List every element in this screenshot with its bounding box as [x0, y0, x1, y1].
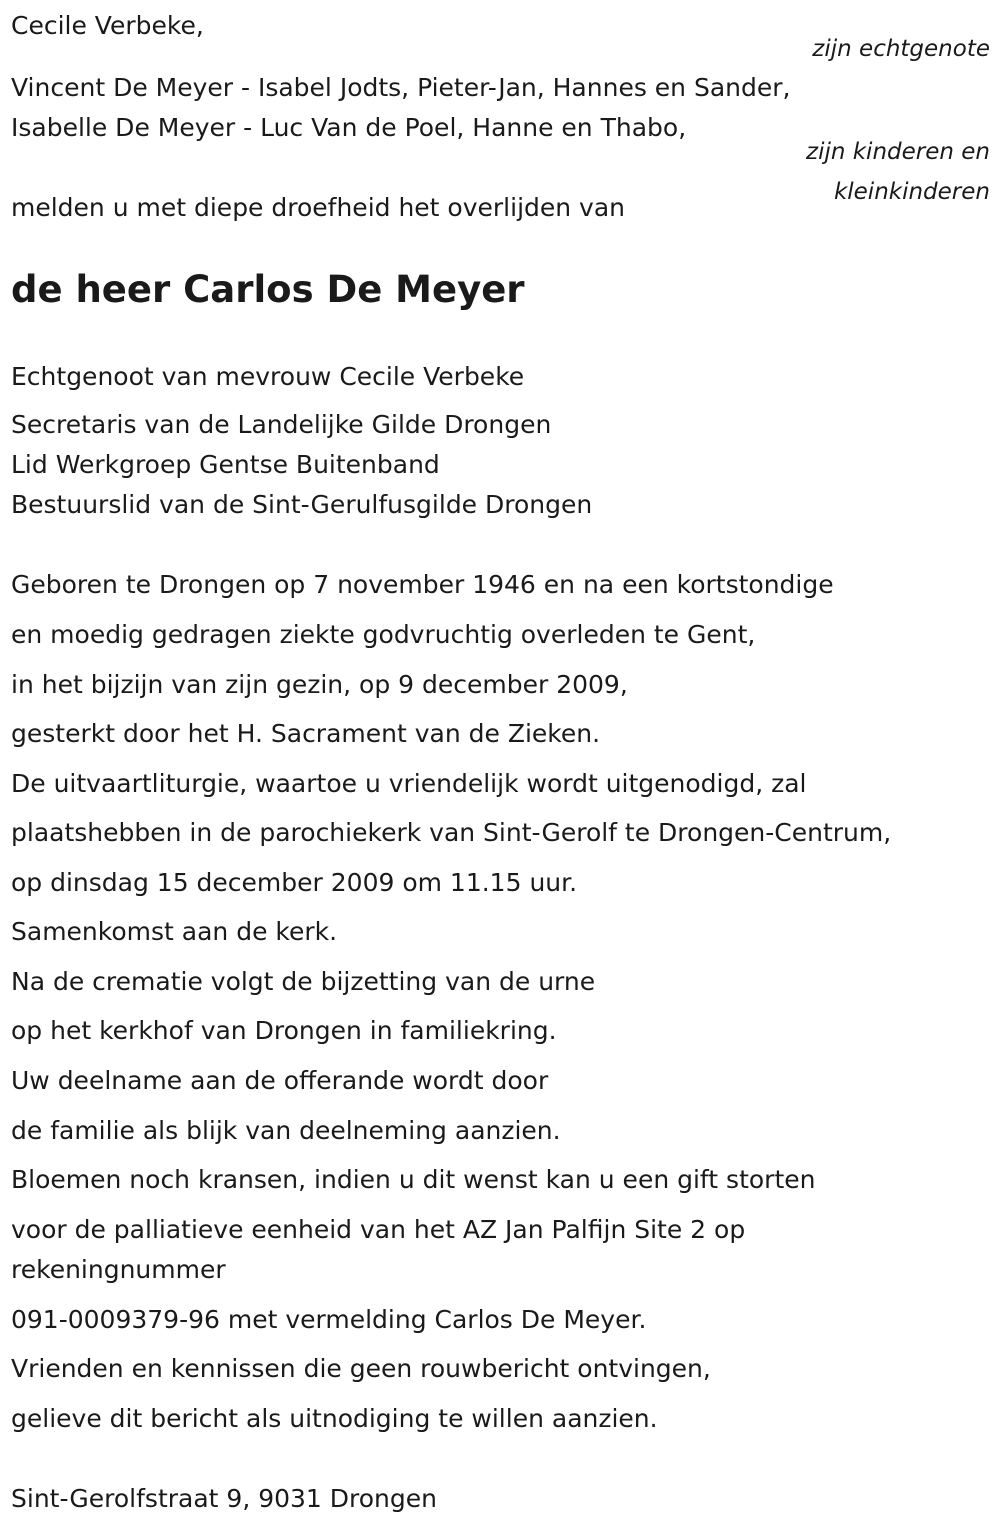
body-line: en moedig gedragen ziekte godvruchtig overleden te Gent, — [11, 620, 756, 649]
body-line: op het kerkhof van Drongen in familiekring. — [11, 1016, 557, 1045]
body-line: 091-0009379-96 met vermelding Carlos De Meyer. — [11, 1305, 647, 1334]
body-line: op dinsdag 15 december 2009 om 11.15 uur. — [11, 868, 578, 897]
spouse-note: zijn echtgenote — [812, 36, 990, 62]
role-line: Echtgenoot van mevrouw Cecile Verbeke — [11, 362, 525, 391]
address-line: Sint-Gerolfstraat 9, 9031 Drongen — [11, 1484, 438, 1513]
body-line: Uw deelname aan de offerande wordt door — [11, 1066, 549, 1095]
announcement-line: melden u met diepe droefheid het overlijden van — [11, 193, 626, 222]
children-note-line-2: kleinkinderen — [833, 179, 990, 205]
body-line: gelieve dit bericht als uitnodiging te willen aanzien. — [11, 1404, 658, 1433]
role-line: Bestuurslid van de Sint-Gerulfusgilde Drongen — [11, 490, 593, 519]
body-line: Vrienden en kennissen die geen rouwbericht ontvingen, — [11, 1354, 711, 1383]
body-line: Geboren te Drongen op 7 november 1946 en na een kortstondige — [11, 570, 834, 599]
body-line: plaatshebben in de parochiekerk van Sint-Gerolf te Drongen-Centrum, — [11, 818, 892, 847]
body-line: rekeningnummer — [11, 1255, 226, 1284]
role-line: Lid Werkgroep Gentse Buitenband — [11, 450, 440, 479]
body-line: in het bijzijn van zijn gezin, op 9 december 2009, — [11, 670, 628, 699]
body-line: Bloemen noch kransen, indien u dit wenst kan u een gift storten — [11, 1165, 816, 1194]
children-line-2: Isabelle De Meyer - Luc Van de Poel, Hanne en Thabo, — [11, 113, 687, 142]
body-line: De uitvaartliturgie, waartoe u vriendelijk wordt uitgenodigd, zal — [11, 769, 807, 798]
body-line: gesterkt door het H. Sacrament van de Zieken. — [11, 719, 601, 748]
children-note-line-1: zijn kinderen en — [806, 139, 990, 165]
body-line: de familie als blijk van deelneming aanzien. — [11, 1116, 561, 1145]
body-line: voor de palliatieve eenheid van het AZ Jan Palfijn Site 2 op — [11, 1215, 746, 1244]
children-line-1: Vincent De Meyer - Isabel Jodts, Pieter-Jan, Hannes en Sander, — [11, 73, 791, 102]
body-line: Samenkomst aan de kerk. — [11, 917, 338, 946]
role-line: Secretaris van de Landelijke Gilde Drongen — [11, 410, 552, 439]
deceased-name: de heer Carlos De Meyer — [11, 268, 525, 311]
body-line: Na de crematie volgt de bijzetting van de urne — [11, 967, 596, 996]
spouse-line: Cecile Verbeke, — [11, 11, 204, 40]
